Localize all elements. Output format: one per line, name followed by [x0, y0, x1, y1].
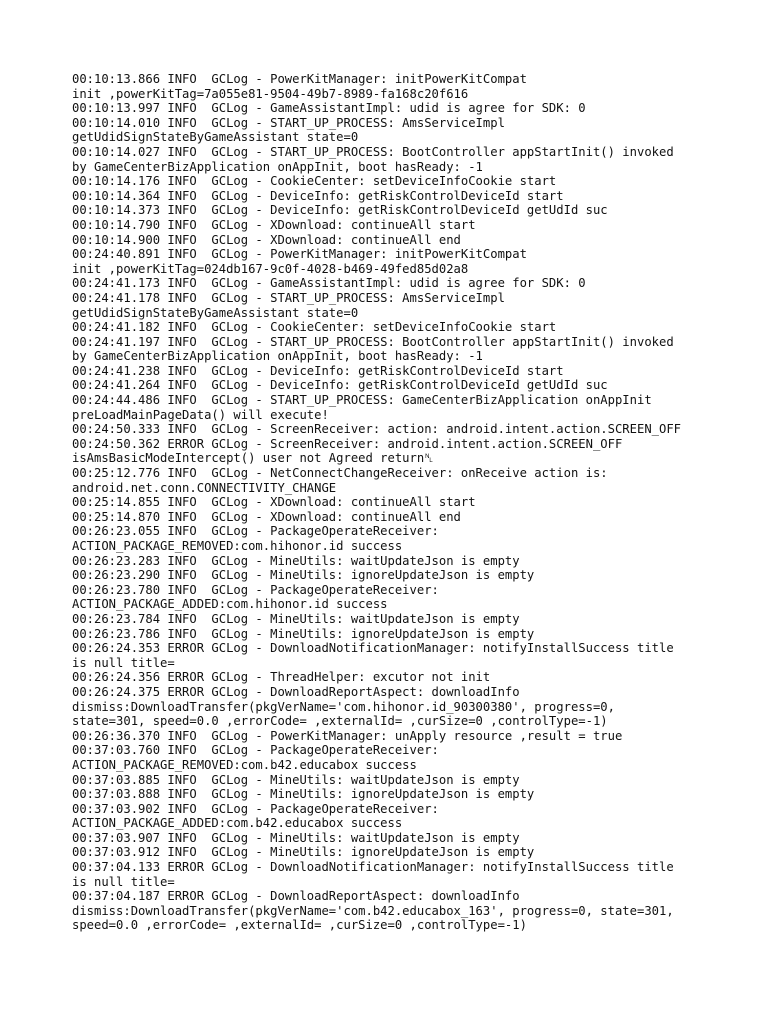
log-line: 00:26:23.283 INFO GCLog - MineUtils: waitUpdateJson is empty [72, 553, 520, 568]
log-line: getUdidSignStateByGameAssistant state=0 [72, 130, 359, 145]
log-line: 00:24:41.182 INFO GCLog - CookieCenter: setDeviceInfoCookie start [72, 320, 557, 335]
log-line: dismiss:DownloadTransfer(pkgVerName='com.hihonor.id_90300380', progress=0, [72, 699, 615, 714]
log-line: by GameCenterBizApplication onAppInit, boot hasReady: -1 [72, 349, 483, 364]
log-line: 00:37:04.187 ERROR GCLog - DownloadReportAspect: downloadInfo [72, 889, 520, 904]
log-line: 00:10:14.373 INFO GCLog - DeviceInfo: getRiskControlDeviceId getUdId suc [72, 203, 608, 218]
log-line: ACTION_PACKAGE_REMOVED:com.hihonor.id success [72, 539, 403, 553]
log-line: state=301, speed=0.0 ,errorCode= ,externalId= ,curSize=0 ,controlType=-1) [72, 714, 608, 729]
log-line: 00:10:14.027 INFO GCLog - START_UP_PROCESS: BootController appStartInit() invoked [72, 144, 674, 159]
log-line: 00:26:23.290 INFO GCLog - MineUtils: ignoreUpdateJson is empty [72, 568, 535, 583]
log-line: 00:26:23.780 INFO GCLog - PackageOperateReceiver: [72, 582, 439, 597]
log-line: android.net.conn.CONNECTIVITY_CHANGE [72, 480, 337, 495]
log-line: 00:24:41.173 INFO GCLog - GameAssistantImpl: udid is agree for SDK: 0 [72, 276, 586, 291]
log-line: 00:37:03.885 INFO GCLog - MineUtils: waitUpdateJson is empty [72, 772, 520, 787]
log-line: 00:25:14.855 INFO GCLog - XDownload: continueAll start [72, 495, 476, 510]
log-line: 00:26:24.353 ERROR GCLog - DownloadNotificationManager: notifyInstallSuccess title [72, 641, 674, 656]
log-line: 00:25:12.776 INFO GCLog - NetConnectChangeReceiver: onReceive action is: [72, 466, 608, 481]
log-line: 00:10:14.010 INFO GCLog - START_UP_PROCESS: AmsServiceImpl [72, 115, 505, 130]
log-line: 00:10:14.790 INFO GCLog - XDownload: continueAll start [72, 217, 476, 232]
log-line: 00:37:04.133 ERROR GCLog - DownloadNotificationManager: notifyInstallSuccess title [72, 860, 674, 875]
log-line: 00:37:03.907 INFO GCLog - MineUtils: waitUpdateJson is empty [72, 830, 520, 845]
log-line: 00:24:41.264 INFO GCLog - DeviceInfo: getRiskControlDeviceId getUdId suc [72, 378, 608, 393]
log-document [72, 72, 712, 933]
log-line: 00:24:41.178 INFO GCLog - START_UP_PROCESS: AmsServiceImpl [72, 290, 505, 305]
log-line: 00:24:44.486 INFO GCLog - START_UP_PROCESS: GameCenterBizApplication onAppInit [72, 393, 652, 408]
log-line: 00:26:23.786 INFO GCLog - MineUtils: ignoreUpdateJson is empty [72, 626, 535, 641]
log-line: 00:10:13.866 INFO GCLog - PowerKitManager: initPowerKitCompat [72, 72, 527, 86]
log-line: ACTION_PACKAGE_REMOVED:com.b42.educabox success [72, 757, 417, 772]
log-line: 00:10:13.997 INFO GCLog - GameAssistantImpl: udid is agree for SDK: 0 [72, 101, 586, 116]
log-line: 00:24:41.238 INFO GCLog - DeviceInfo: getRiskControlDeviceId start [72, 363, 564, 378]
log-line: isAmsBasicModeIntercept() user not Agreed return␤ [72, 451, 434, 466]
log-line: 00:24:50.362 ERROR GCLog - ScreenReceiver: android.intent.action.SCREEN_OFF [72, 436, 623, 451]
log-line: is null title= [72, 655, 175, 670]
log-line: 00:37:03.902 INFO GCLog - PackageOperateReceiver: [72, 801, 439, 816]
log-line: 00:10:14.176 INFO GCLog - CookieCenter: setDeviceInfoCookie start [72, 174, 557, 189]
log-line: init ,powerKitTag=7a055e81-9504-49b7-8989-fa168c20f616 [72, 86, 469, 101]
log-lines [72, 72, 712, 933]
log-line: 00:24:41.197 INFO GCLog - START_UP_PROCESS: BootController appStartInit() invoked [72, 334, 674, 349]
log-line: 00:37:03.760 INFO GCLog - PackageOperateReceiver: [72, 743, 439, 758]
log-line: 00:26:24.356 ERROR GCLog - ThreadHelper: excutor not init [72, 670, 491, 685]
log-line: by GameCenterBizApplication onAppInit, boot hasReady: -1 [72, 159, 483, 174]
log-line: 00:37:03.912 INFO GCLog - MineUtils: ignoreUpdateJson is empty [72, 845, 535, 860]
log-line: speed=0.0 ,errorCode= ,externalId= ,curSize=0 ,controlType=-1) [72, 918, 527, 933]
log-line: 00:24:50.333 INFO GCLog - ScreenReceiver: action: android.intent.action.SCREEN_OFF [72, 422, 682, 437]
log-line: ACTION_PACKAGE_ADDED:com.b42.educabox success [72, 816, 403, 831]
log-line: getUdidSignStateByGameAssistant state=0 [72, 305, 359, 320]
log-line: 00:25:14.870 INFO GCLog - XDownload: continueAll end [72, 509, 461, 524]
log-line: 00:10:14.900 INFO GCLog - XDownload: continueAll end [72, 232, 461, 247]
log-line: 00:26:24.375 ERROR GCLog - DownloadReportAspect: downloadInfo [72, 684, 520, 699]
log-line: 00:24:40.891 INFO GCLog - PowerKitManager: initPowerKitCompat [72, 247, 527, 262]
log-line: ACTION_PACKAGE_ADDED:com.hihonor.id success [72, 597, 388, 612]
log-line: 00:37:03.888 INFO GCLog - MineUtils: ignoreUpdateJson is empty [72, 787, 535, 802]
log-line: 00:26:36.370 INFO GCLog - PowerKitManager: unApply resource ,result = true [72, 728, 623, 743]
log-line: init ,powerKitTag=024db167-9c0f-4028-b469-49fed85d02a8 [72, 261, 469, 276]
log-line: is null title= [72, 874, 175, 889]
log-line: 00:26:23.784 INFO GCLog - MineUtils: waitUpdateJson is empty [72, 611, 520, 626]
log-line: dismiss:DownloadTransfer(pkgVerName='com.b42.educabox_163', progress=0, state=301, [72, 903, 674, 918]
log-line: 00:10:14.364 INFO GCLog - DeviceInfo: getRiskControlDeviceId start [72, 188, 564, 203]
log-line: 00:26:23.055 INFO GCLog - PackageOperateReceiver: [72, 524, 439, 539]
log-line: preLoadMainPageData() will execute! [72, 407, 329, 422]
